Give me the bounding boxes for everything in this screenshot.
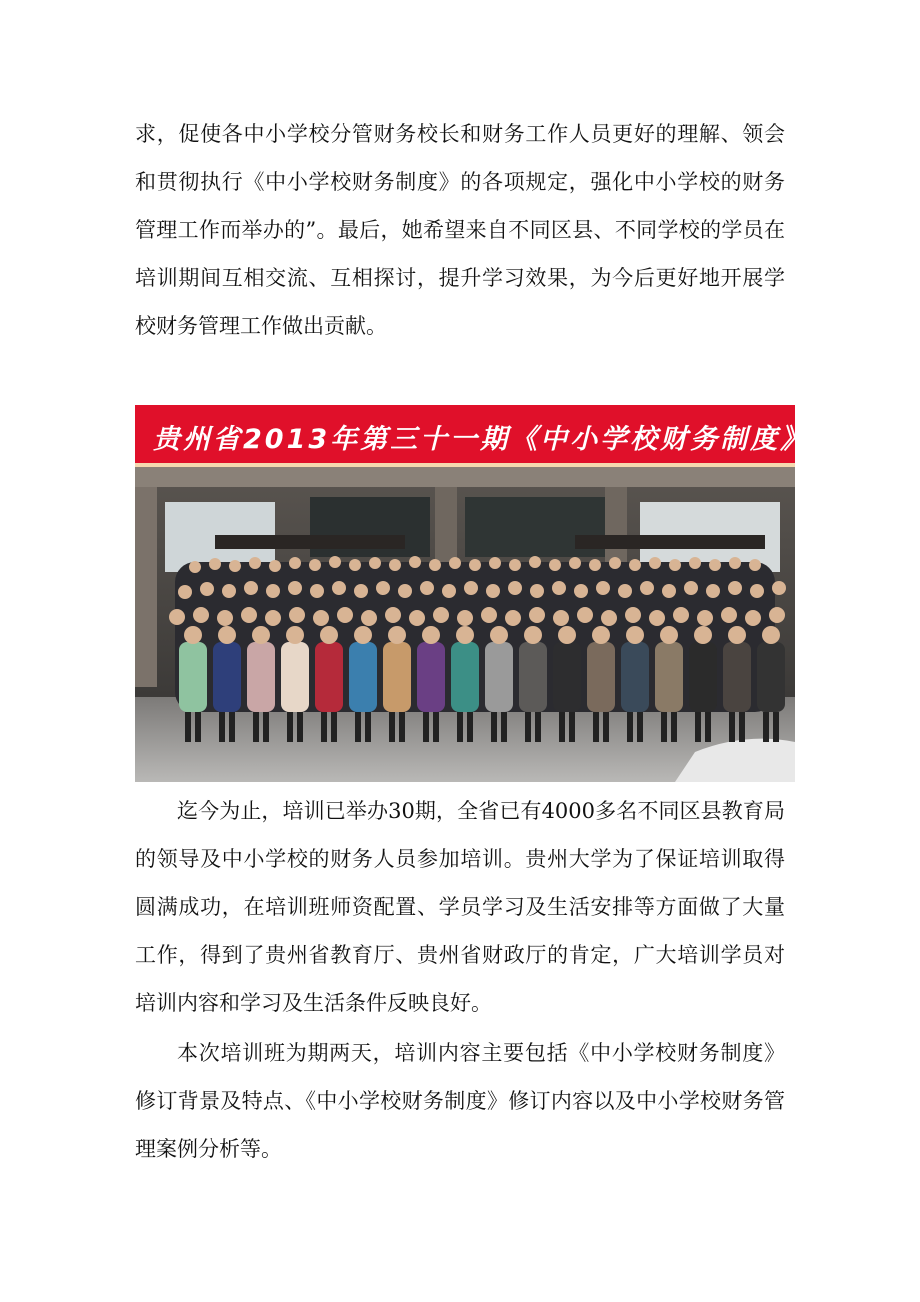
banner-text: 贵州省2013年第三十一期《中小学校财务制度》培训班 bbox=[153, 424, 901, 455]
group-photo-scene bbox=[135, 467, 795, 782]
paragraph-training-content: 本次培训班为期两天，培训内容主要包括《中小学校财务制度》修订背景及特点、《中小学校财务制度》修订内容以及中小学校财务管理案例分析等。 bbox=[135, 1041, 785, 1161]
photo-banner bbox=[135, 405, 901, 467]
group-photo bbox=[135, 405, 901, 782]
paragraph-intro-end: 求，促使各中小学校分管财务校长和财务工作人员更好的理解、领会和贯彻执行《中小学校财务制度》的各项规定，强化中小学校的财务管理工作而举办的”。最后，她希望来自不同区县、不同学校的学员在培训期间互相交流、互相探讨，提升学习效果，为今后更好地开展学校财务管理工作做出贡献。 bbox=[135, 122, 785, 338]
paragraph-training-history: 迄今为止，培训已举办30期，全省已有4000多名不同区县教育局的领导及中小学校的财务人员参加培训。贵州大学为了保证培训取得圆满成功，在培训班师资配置、学员学习及生活安排等方面做了大量工作，得到了贵州省教育厅、贵州省财政厅的肯定，广大培训学员对培训内容和学习及生活条件反映良好。 bbox=[135, 799, 785, 1015]
